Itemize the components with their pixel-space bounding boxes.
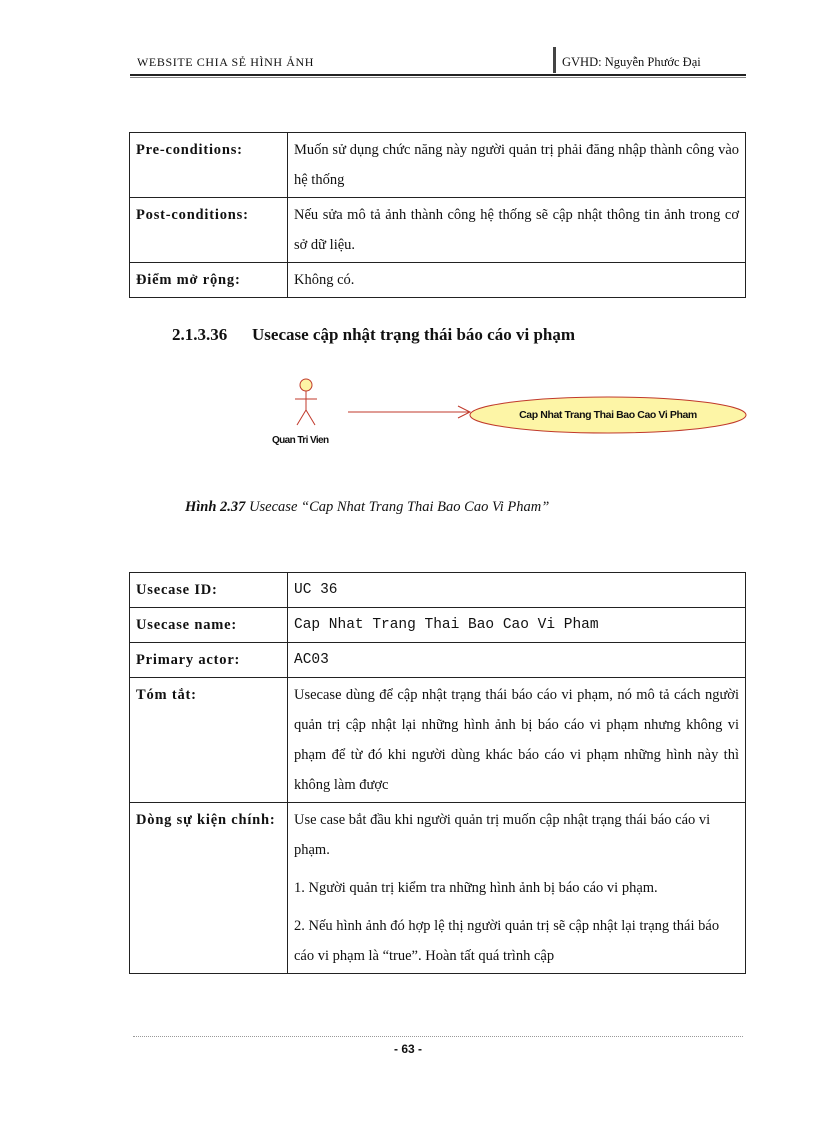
main-flow-label: Dòng sự kiện chính:: [130, 803, 288, 974]
header-advisor: GVHD: Nguyễn Phước Đại: [562, 55, 701, 69]
table-row: [130, 133, 746, 198]
association-arrow: [348, 406, 470, 418]
caption-text: Usecase “Cap Nhat Trang Thai Bao Cao Vi Pham”: [249, 499, 550, 515]
usecase-table: [129, 572, 746, 974]
summary-label: Tóm tắt:: [130, 678, 288, 803]
pre-conditions-value: Muốn sử dụng chức năng này người quản trị phải đăng nhập thành công vào hệ thống: [288, 133, 746, 198]
header-rule: [130, 74, 746, 76]
page-number: - 63 -: [393, 1042, 422, 1056]
usecase-name-value: Cap Nhat Trang Thai Bao Cao Vi Pham: [288, 608, 746, 643]
actor-label: Quan Tri Vien: [272, 435, 329, 446]
primary-actor-value: AC03: [288, 643, 746, 678]
post-conditions-label: Post-conditions:: [130, 198, 288, 263]
usecase-label: Cap Nhat Trang Thai Bao Cao Vi Pham: [519, 409, 697, 421]
main-flow-intro: Use case bắt đầu khi người quản trị muốn cập nhật trạng thái báo cáo vi phạm.: [294, 812, 711, 858]
extension-label: Điểm mở rộng:: [130, 263, 288, 298]
usecase-id-label: Usecase ID:: [130, 573, 288, 608]
header-rule-thin: [130, 77, 746, 78]
section-number: 2.1.3.36: [172, 325, 228, 344]
section-heading: [172, 325, 575, 345]
actor-figure-icon: [295, 379, 317, 425]
header-divider: [553, 47, 556, 73]
section-title: Usecase cập nhật trạng thái báo cáo vi phạm: [252, 325, 576, 344]
extension-value: Không có.: [288, 263, 746, 298]
conditions-table: [129, 132, 746, 298]
table-row: [130, 263, 746, 298]
caption-label: Hình 2.37: [185, 499, 246, 515]
summary-value: Usecase dùng để cập nhật trạng thái báo cáo vi phạm, nó mô tả cách người quản trị cập nhật lại những hình ảnh bị báo cáo vi phạm nhưng không vi phạm để từ đó khi người dùng khác báo cáo vi phạm những hình này thì không làm được: [288, 678, 746, 803]
primary-actor-label: Primary actor:: [130, 643, 288, 678]
table-row: [130, 608, 746, 643]
footer-rule: [133, 1036, 743, 1037]
usecase-id-value: UC 36: [288, 573, 746, 608]
post-conditions-value: Nếu sửa mô tả ảnh thành công hệ thống sẽ cập nhật thông tin ảnh trong cơ sở dữ liệu.: [288, 198, 746, 263]
main-flow-step-2: 2. Nếu hình ảnh đó hợp lệ thị người quản trị sẽ cập nhật lại trạng thái báo cáo vi phạm là “true”. Hoàn tất quá trình cập: [294, 918, 720, 964]
figure-caption: [185, 499, 549, 516]
table-row: [130, 643, 746, 678]
table-row: [130, 803, 746, 974]
table-row: [130, 198, 746, 263]
main-flow-step-1: 1. Người quản trị kiểm tra những hình ảnh bị báo cáo vi phạm.: [294, 880, 658, 896]
main-flow-value: [288, 803, 746, 974]
pre-conditions-label: Pre-conditions:: [130, 133, 288, 198]
header-title: WEBSITE CHIA SẺ HÌNH ẢNH: [137, 55, 315, 69]
table-row: [130, 678, 746, 803]
table-row: [130, 573, 746, 608]
usecase-name-label: Usecase name:: [130, 608, 288, 643]
